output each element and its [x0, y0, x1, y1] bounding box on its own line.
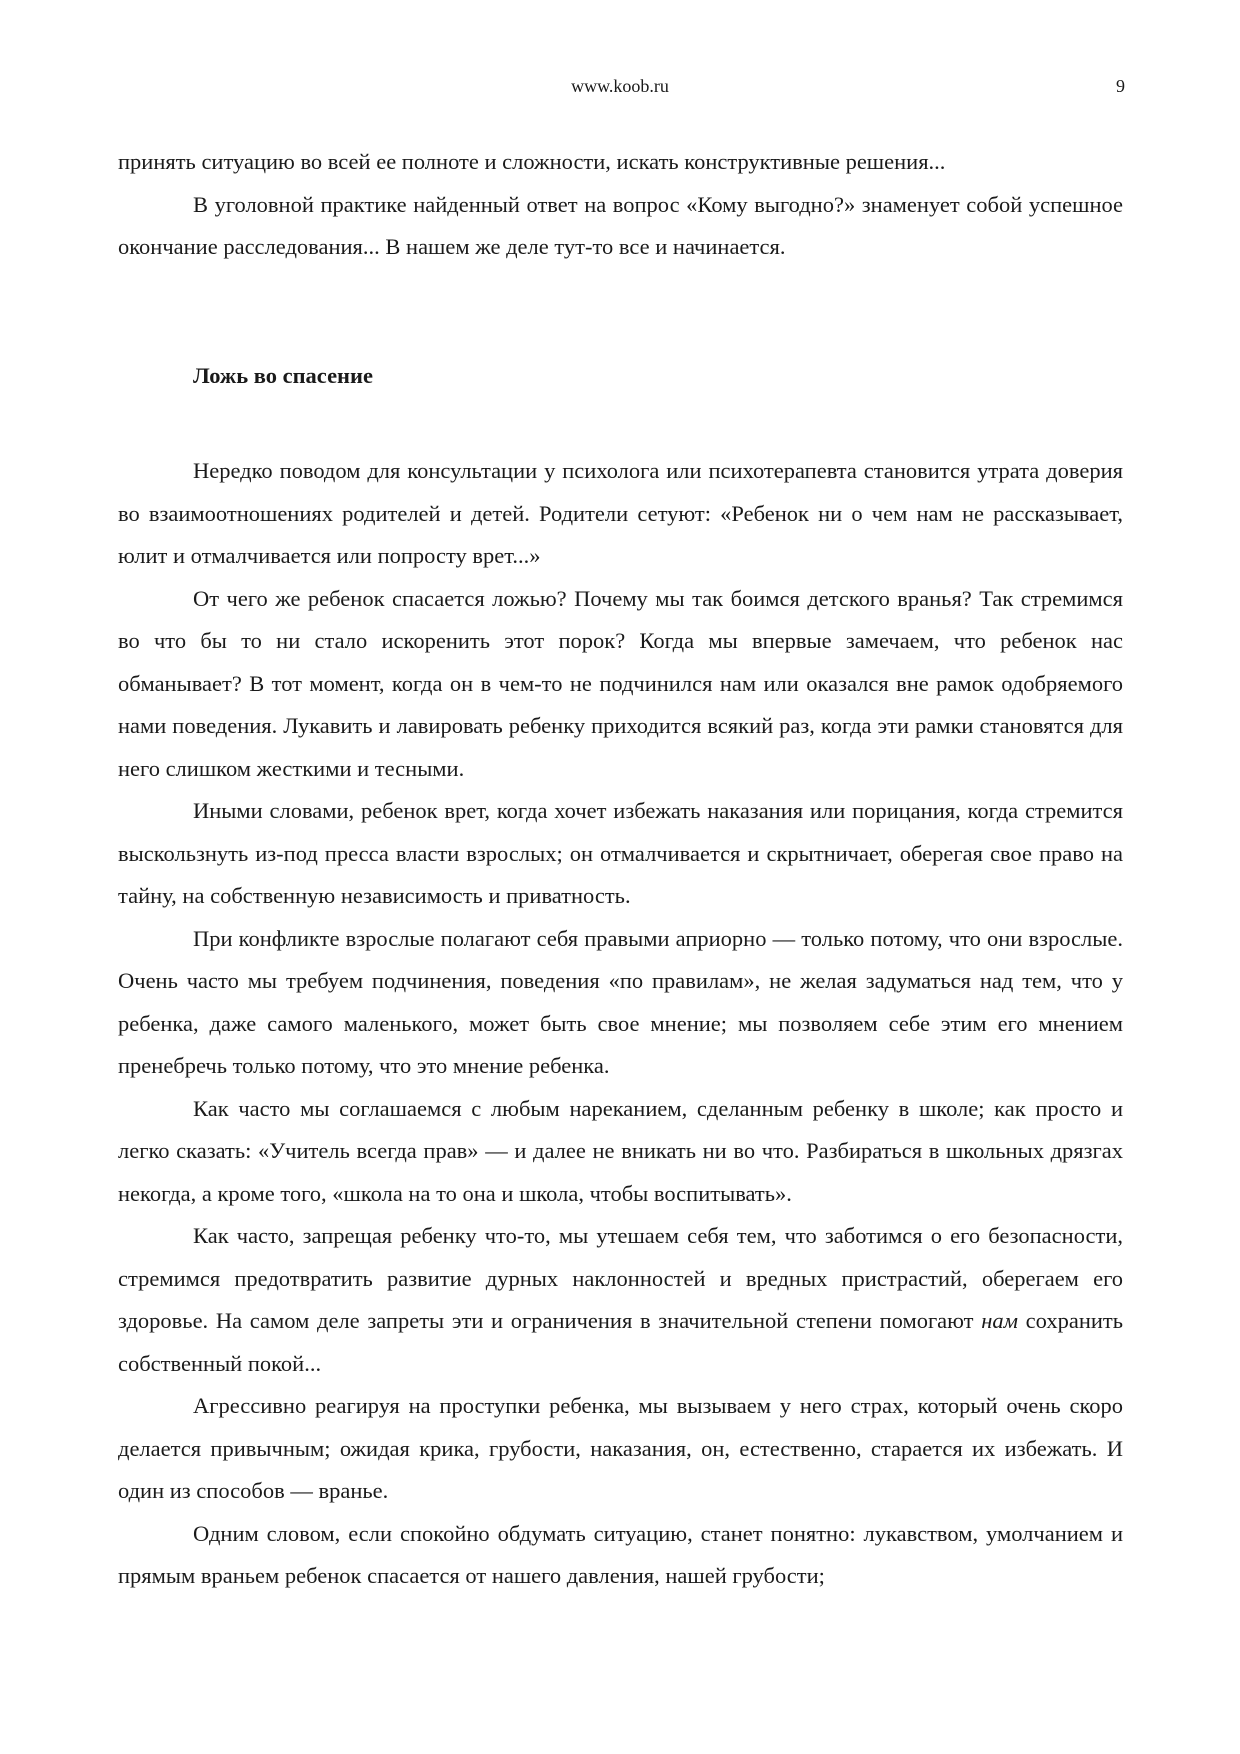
body-paragraph: Нередко поводом для консультации у психолога или психотерапевта становится утрата доверия во взаимоотношениях родителей и детей. Родители сетуют: «Ребенок ни о чем нам не рассказывает, юлит и отмалчивается или попросту врет...»	[118, 458, 1123, 568]
body-paragraph: От чего же ребенок спасается ложью? Почему мы так боимся детского вранья? Так стремимся во что бы то ни стало искоренить этот порок? Когда мы впервые замечаем, что ребенок нас обманывает? В тот момент, когда он в чем-то не подчинился нам или оказался вне рамок одобряемого нами поведения. Лукавить и лавировать ребенку приходится всякий раз, когда эти рамки становятся для него слишком жесткими и тесными.	[118, 585, 1123, 781]
body-paragraph: При конфликте взрослые полагают себя правыми априорно — только потому, что они взрослые. Очень часто мы требуем подчинения, поведения «по правилам», не желая задуматься над тем, что у ребенка, даже самого маленького, может быть свое мнение; мы позволяем себе этим его мнением пренебречь только потому, что это мнение ребенка.	[118, 925, 1123, 1078]
paragraph-text: Как часто, запрещая ребенку что-то, мы утешаем себя тем, что заботимся о его безопасности, стремимся предотвратить развитие дурных наклонностей и вредных пристрастий, оберегаем его здоровье. На самом деле запреты эти и ограничения в значительной степени помогают	[118, 1223, 1123, 1333]
body-paragraph: Агрессивно реагируя на проступки ребенка, мы вызываем у него страх, который очень скоро делается привычным; ожидая крика, грубости, наказания, он, естественно, старается их избежать. И один из способов — вранье.	[118, 1393, 1123, 1503]
page-header	[0, 76, 1240, 106]
site-url[interactable]: www.koob.ru	[571, 76, 669, 96]
intro-paragraph-continued: принять ситуацию во всей ее полноте и сложности, искать конструктивные решения...	[118, 149, 946, 174]
body-paragraph	[118, 1215, 1123, 1385]
intro-paragraph: В уголовной практике найденный ответ на вопрос «Кому выгодно?» знаменует собой успешное окончание расследования... В нашем же деле тут-то все и начинается.	[118, 191, 1123, 259]
intro-text	[118, 141, 1123, 269]
paragraph-text: сохранить собственный покой...	[118, 1308, 1123, 1376]
section-body	[118, 450, 1123, 1598]
emphasized-word: нам	[981, 1308, 1018, 1333]
page-number: 9	[1116, 76, 1125, 96]
body-paragraph: Одним словом, если спокойно обдумать ситуацию, станет понятно: лукавством, умолчанием и прямым враньем ребенок спасается от нашего давления, нашей грубости;	[118, 1520, 1123, 1588]
body-paragraph: Иными словами, ребенок врет, когда хочет избежать наказания или порицания, когда стремится выскользнуть из-под пресса власти взрослых; он отмалчивается и скрытничает, оберегая свое право на тайну, на собственную независимость и приватность.	[118, 798, 1123, 908]
section-title: Ложь во спасение	[193, 363, 373, 388]
body-paragraph: Как часто мы соглашаемся с любым нареканием, сделанным ребенку в школе; как просто и легко сказать: «Учитель всегда прав» — и далее не вникать ни во что. Разбираться в школьных дрязгах некогда, а кроме того, «школа на то она и школа, чтобы воспитывать».	[118, 1095, 1123, 1206]
